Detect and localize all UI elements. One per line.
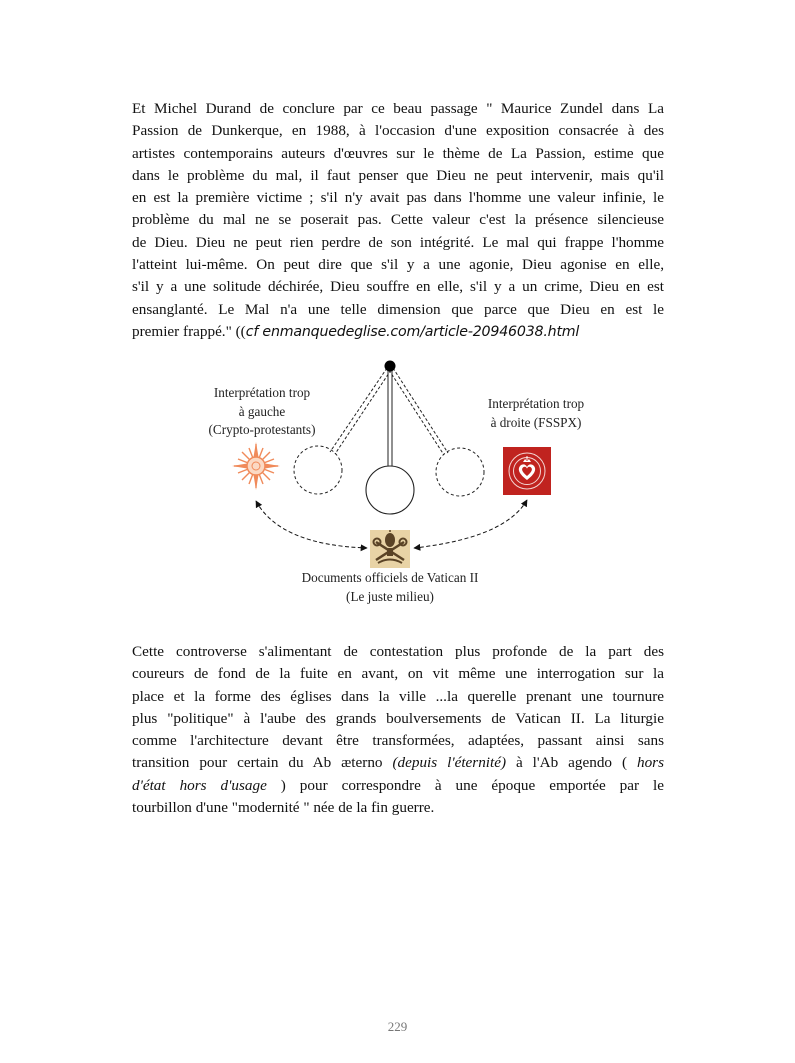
left-pendulum-rod (330, 368, 391, 454)
label-line: (Crypto-protestants) (208, 422, 316, 437)
text-line (132, 321, 664, 343)
text-line: Et Michel Durand de conclure par ce beau passage " Maurice Zundel dans La (132, 100, 664, 117)
paragraph-controversy (132, 641, 664, 819)
text-line: Cette controverse s'alimentant de contestation plus profonde de la part des (132, 643, 664, 660)
text-line: s'il y a une solitude déchirée, Dieu souffre en elle, s'il y a un crime, Dieu en est (132, 278, 664, 296)
source-reference-link[interactable]: cf enmanquedeglise.com/article-20946038.html (245, 323, 580, 340)
text-line (132, 775, 664, 797)
text-line: ensanglanté. Le Mal n'a une telle dimension que parce que Dieu en est le (132, 300, 664, 318)
text-line: de Dieu. Dieu ne peut rien perdre de son intégrité. Le mal qui frappe l'homme (132, 233, 664, 251)
left-arrow (256, 501, 367, 548)
page-number: 229 (387, 1019, 408, 1034)
pivot-dot (385, 361, 396, 372)
text-line: plus "politique" à l'aube des grands boulversements de Vatican II. La liturgie (132, 709, 664, 727)
label-line: à gauche (238, 403, 286, 419)
right-bob-dashed (436, 448, 484, 496)
text-line: tourbillon d'une "modernité " née de la fin guerre. (132, 799, 435, 817)
center-bob (366, 466, 414, 514)
text-fragment: transition pour certain du Ab æterno (132, 754, 393, 772)
sacred-heart-badge-icon (503, 447, 551, 495)
label-line: Documents officiels de Vatican II (301, 570, 479, 585)
text-line: coureurs de fond de la fuite en avant, on vit même une interrogation sur la (132, 665, 664, 683)
text-line: problème du mal ne se poserait pas. Cette valeur c'est la présence silencieuse (132, 211, 664, 229)
text-line: l'atteint lui-même. On peut dire que s'il y a une agonie, Dieu agonise en elle, (132, 256, 664, 274)
sun-cross-emblem-icon (232, 442, 280, 490)
right-arrow (414, 500, 527, 548)
label-left-interpretation (196, 384, 328, 440)
paragraph-zundel-quote (132, 98, 664, 343)
italic-fragment: hors (636, 754, 664, 772)
label-line: Interprétation trop (213, 385, 311, 400)
label-line: Interprétation trop (487, 396, 585, 411)
text-line (132, 752, 664, 774)
text-fragment: premier frappé." (( (132, 322, 246, 340)
label-right-interpretation (474, 395, 598, 432)
italic-fragment: (depuis l'éternité) (392, 754, 507, 772)
text-fragment: ) pour correspondre à une époque emportée par le (266, 776, 664, 794)
label-line: à droite (FSSPX) (490, 414, 582, 430)
center-pendulum-rod (388, 368, 392, 466)
italic-fragment: d'état hors d'usage (132, 776, 267, 794)
papal-keys-emblem-icon (370, 530, 410, 568)
text-line: place et la forme des églises dans la ville ...la querelle prenant une tournure (132, 687, 664, 705)
label-vatican-documents (280, 569, 500, 606)
text-line: Passion de Dunkerque, en 1988, à l'occasion d'une exposition consacrée à des (132, 122, 664, 140)
text-line: en est la première victime ; s'il n'y avait pas dans l'homme une valeur infinie, le (132, 189, 664, 207)
label-line: (Le juste milieu) (346, 588, 434, 604)
left-bob-dashed (294, 446, 342, 494)
text-line: artistes contemporains auteurs d'œuvres sur le thème de La Passion, estime que (132, 144, 664, 162)
text-line: comme l'architecture devant être transformées, adaptées, passant ainsi sans (132, 732, 664, 750)
text-fragment: à l'Ab agendo ( (506, 754, 637, 772)
right-pendulum-rod (389, 368, 448, 455)
text-line: dans le problème du mal, il faut penser que Dieu ne peut intervenir, mais qu'il (132, 166, 664, 184)
